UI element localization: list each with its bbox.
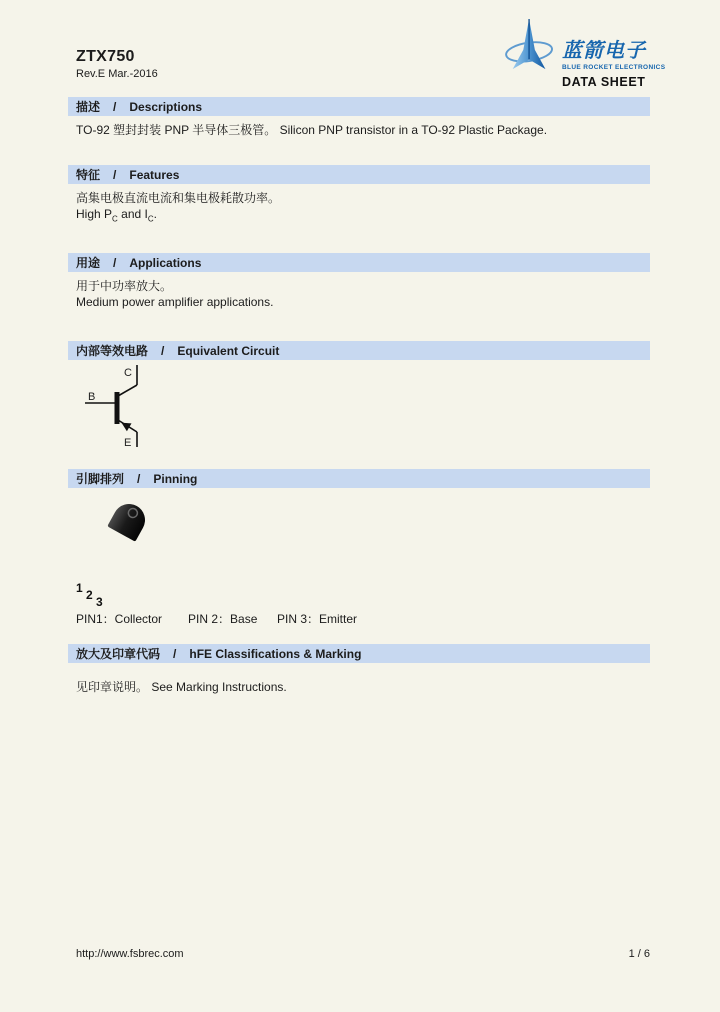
section-header-equivalent-circuit: [68, 341, 650, 360]
descriptions-body: TO-92 塑封封装 PNP 半导体三极管。 Silicon PNP transistor in a TO-92 Plastic Package.: [76, 123, 548, 137]
section-header-pinning: [68, 469, 650, 488]
heading-separator: /: [113, 255, 117, 270]
subscript: C: [147, 214, 154, 224]
heading-en: hFE Classifications & Marking: [189, 646, 362, 661]
footer-url: http://www.fsbrec.com: [76, 948, 184, 960]
pnp-transistor-symbol: [64, 356, 148, 452]
heading-en: Pinning: [153, 471, 198, 486]
heading-separator: /: [113, 99, 117, 114]
page-indicator: 1 / 6: [628, 948, 650, 960]
section-header-hfe-marking: [68, 644, 650, 663]
rocket-orbit-icon: [504, 16, 558, 78]
lead-number-2: 2: [86, 588, 93, 602]
text-part: High P: [76, 207, 113, 221]
terminal-label-base: B: [88, 391, 96, 403]
heading-en: Applications: [129, 255, 202, 270]
terminal-label-emitter: E: [124, 437, 132, 449]
heading-cn: 内部等效电路: [76, 344, 149, 358]
brand-text-block: [562, 34, 665, 89]
features-line-cn: 高集电极直流电流和集电极耗散功率。: [76, 191, 281, 205]
lead-number-3: 3: [96, 595, 103, 609]
heading-cn: 引脚排列: [76, 472, 125, 486]
section-header-applications: [68, 253, 650, 272]
heading-en: Descriptions: [129, 99, 203, 114]
revision-date: Rev.E Mar.-2016: [76, 68, 158, 80]
heading-separator: /: [113, 167, 117, 182]
heading-separator: /: [137, 471, 141, 486]
applications-line-en: Medium power amplifier applications.: [76, 295, 274, 309]
heading-cn: 放大及印章代码: [76, 647, 161, 661]
heading-en: Features: [129, 167, 180, 182]
pin3-label: PIN 3：Emitter: [277, 612, 358, 626]
to92-package-image: [66, 496, 162, 614]
heading-cn: 特征: [76, 168, 101, 182]
terminal-label-collector: C: [124, 367, 132, 379]
company-logo: [504, 14, 666, 89]
features-line-en: [76, 207, 157, 224]
heading-en: Equivalent Circuit: [177, 343, 280, 358]
part-number: ZTX750: [76, 48, 135, 65]
heading-separator: /: [173, 646, 177, 661]
section-header-descriptions: [68, 97, 650, 116]
text-part: .: [153, 207, 157, 221]
applications-line-cn: 用于中功率放大。: [76, 279, 173, 293]
pin2-label: PIN 2：Base: [188, 612, 258, 626]
hfe-marking-body: 见印章说明。 See Marking Instructions.: [76, 680, 287, 694]
pin1-label: PIN1：Collector: [76, 612, 163, 626]
brand-name-en: BLUE ROCKET ELECTRONICS: [562, 64, 666, 71]
section-header-features: [68, 165, 650, 184]
brand-name-cn: 蓝箭电子: [562, 40, 646, 62]
heading-cn: 用途: [76, 256, 101, 270]
subscript: C: [112, 214, 118, 224]
text-part: and I: [117, 207, 148, 221]
heading-separator: /: [161, 343, 165, 358]
lead-number-1: 1: [76, 581, 83, 595]
heading-cn: 描述: [76, 100, 101, 114]
doc-type-label: DATA SHEET: [562, 75, 646, 89]
